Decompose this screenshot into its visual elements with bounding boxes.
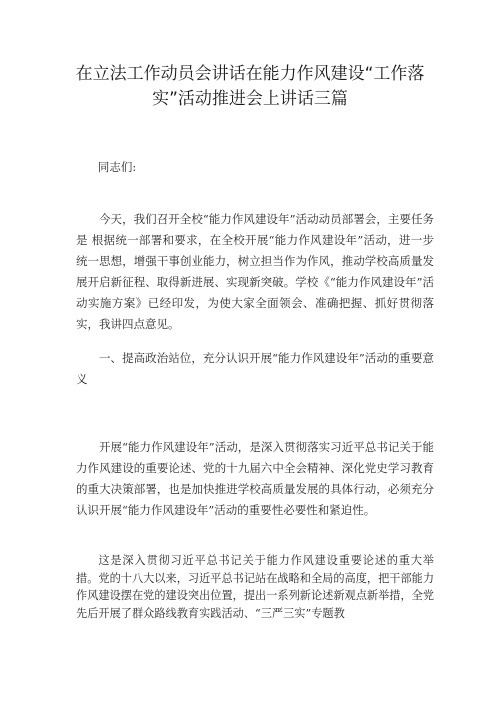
paragraph-significance: 开展“能力作风建设年”活动，是深入贯彻落实习近平总书记关于能力作风建设的重要论述、党的十九届六中全会精神、深化党史学习教育的重大决策部署，也是加快推进学校高质量发展的具体行动，必须充分认识开展“能力作风建设年”活动的重要性必要性和紧迫性。 [76,440,434,517]
greeting: 同志们: [97,160,137,174]
section-heading-1: 一、提高政治站位，充分认识开展“能力作风建设年”活动的重要意义 [76,351,434,386]
document-title: 在立法工作动员会讲话在能力作风建设“工作落实”活动推进会上讲话三篇 [75,64,425,109]
paragraph-opening: 今天，我们召开全校“能力作风建设年”活动动员部署会，主要任务是 根据统一部署和要求，在全校开展“能力作风建设年”活动，进一步统一思想，增强干事创业能力，树立担当作为作风，推动学校高质量发展开启新征程、取得新进展、实现新突破。学校《“能力作风建设年”活动实施方案》已经印发，为使大家全面领会、准确把握、抓好贯彻落实，我讲四点意见。 [76,212,434,331]
paragraph-major-measure: 这是深入贯彻习近平总书记关于能力作风建设重要论述的重大举措。党的十八大以来，习近平总书记站在战略和全局的高度，把干部能力作风建设摆在党的建设突出位置，提出一系列新论述新观点新举措，全党先后开展了群众路线教育实践活动、“三严三实”专题教 [76,554,435,620]
